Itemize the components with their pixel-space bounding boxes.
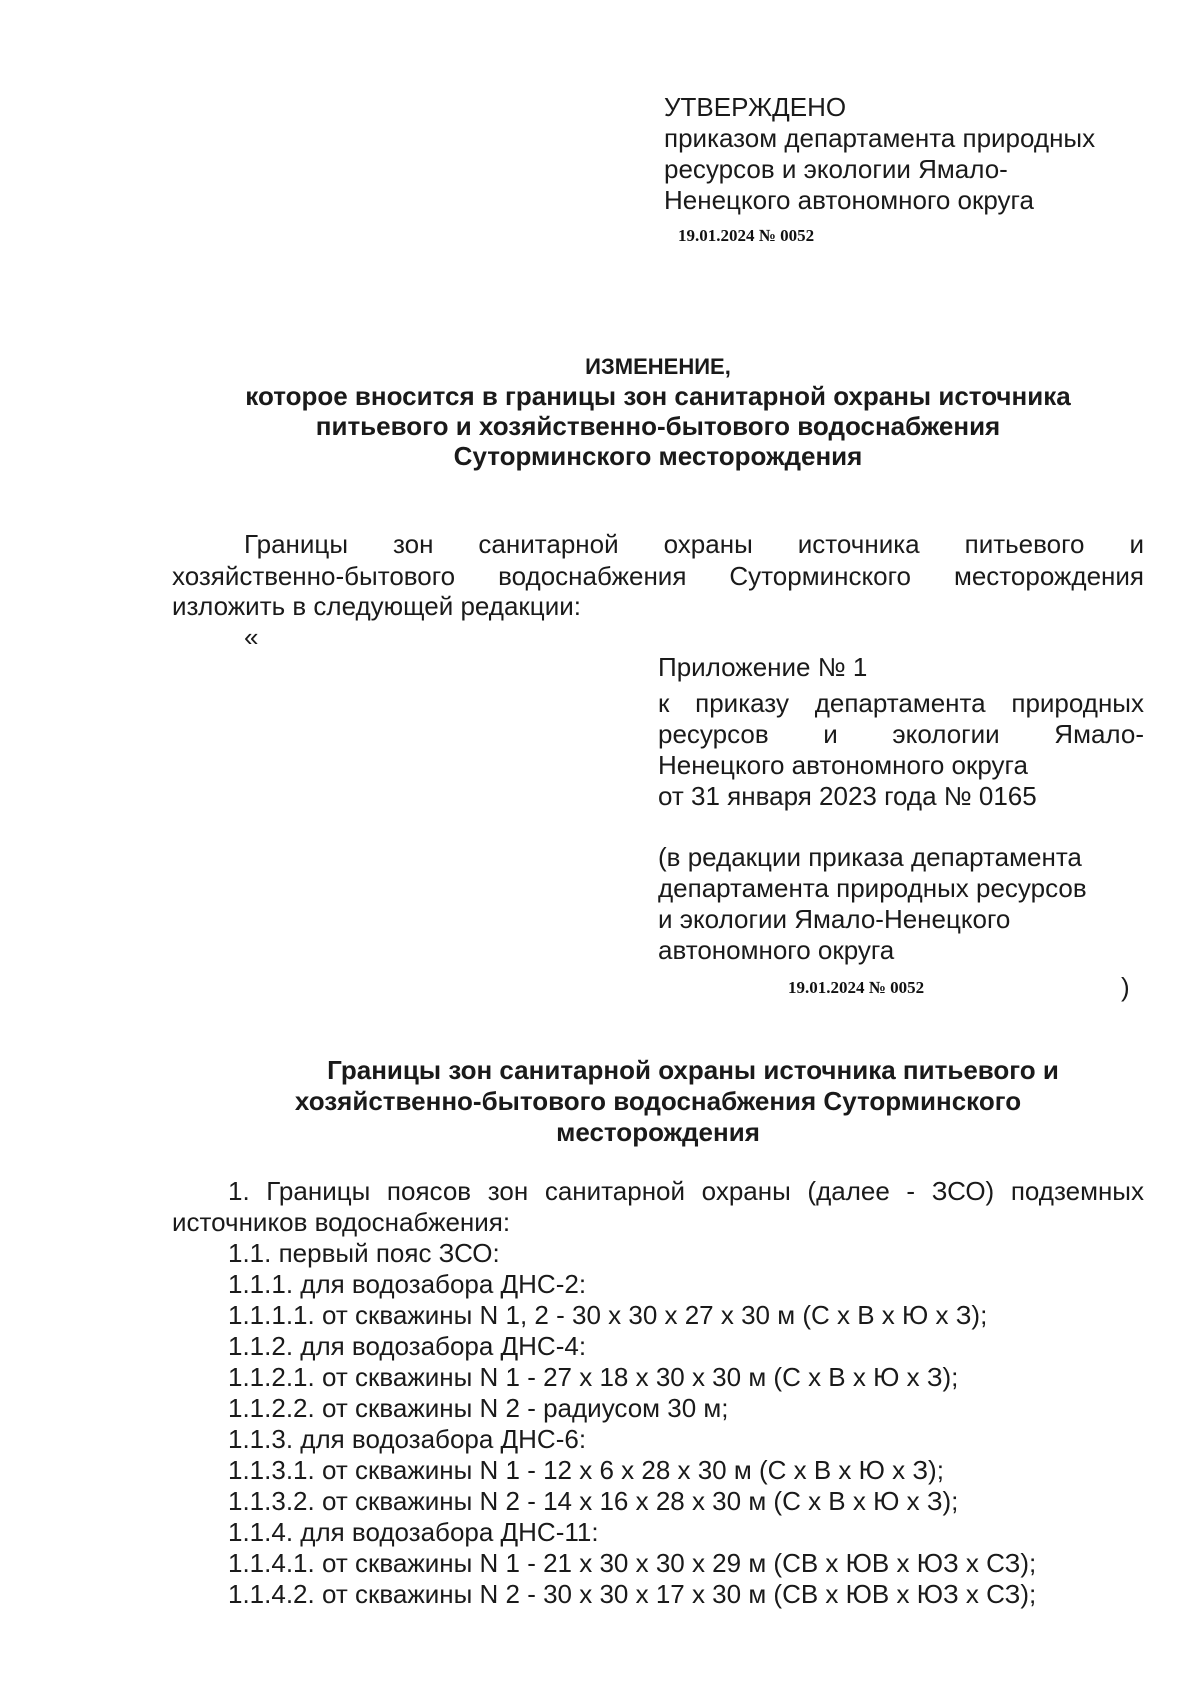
title-line: питьевого и хозяйственно-бытового водоснабжения	[315, 411, 1001, 441]
edition-date-stamp: 19.01.2024 № 0052	[788, 978, 925, 997]
list-item: 1.1.3. для водозабора ДНС-6:	[228, 1424, 587, 1454]
title-line: Суторминского месторождения	[453, 441, 863, 471]
title-line: которое вносится в границы зон санитарной охраны источника	[245, 381, 1071, 411]
approval-text-line: приказом департамента природных	[664, 123, 1096, 153]
list-item: 1.1.1. для водозабора ДНС-2:	[228, 1269, 587, 1299]
list-item: 1.1.2.1. от скважины N 1 - 27 x 18 x 30 x 30 м (С x В x Ю x З);	[228, 1362, 959, 1392]
appendix-line: ресурсов и экологии Ямало-	[658, 719, 1144, 749]
edition-note-line: автономного округа	[658, 935, 895, 965]
list-item: 1.1.3.2. от скважины N 2 - 14 x 16 x 28 x 30 м (С x В x Ю x З);	[228, 1486, 959, 1516]
edition-note-line: и экологии Ямало-Ненецкого	[658, 904, 1011, 934]
list-item: 1.1. первый пояс ЗСО:	[228, 1238, 500, 1268]
intro-line: Границы зон санитарной охраны источника питьевого и	[244, 529, 1144, 559]
edition-note-line: (в редакции приказа департамента	[658, 842, 1082, 872]
list-item: 1.1.1.1. от скважины N 1, 2 - 30 x 30 x 27 x 30 м (С x В x Ю x З);	[228, 1300, 988, 1330]
list-item: 1.1.2. для водозабора ДНС-4:	[228, 1331, 587, 1361]
list-item: 1.1.4.2. от скважины N 2 - 30 x 30 x 17 x 30 м (СВ x ЮВ x ЮЗ x СЗ);	[228, 1579, 1037, 1609]
appendix-line: от 31 января 2023 года № 0165	[658, 781, 1037, 811]
approval-date-stamp: 19.01.2024 № 0052	[678, 226, 815, 245]
title-heading: ИЗМЕНЕНИЕ,	[585, 354, 731, 379]
edition-note-line: департамента природных ресурсов	[658, 873, 1087, 903]
approval-heading: УТВЕРЖДЕНО	[664, 92, 847, 122]
approval-text-line: Ненецкого автономного округа	[664, 185, 1034, 215]
list-item: 1.1.3.1. от скважины N 1 - 12 x 6 x 28 x 30 м (С x В x Ю x З);	[228, 1455, 944, 1485]
opening-quote: «	[244, 622, 259, 652]
closing-paren: )	[1121, 972, 1130, 1002]
section-title-line: месторождения	[556, 1117, 760, 1147]
approval-text-line: ресурсов и экологии Ямало-	[664, 154, 1008, 184]
list-item: 1.1.2.2. от скважины N 2 - радиусом 30 м;	[228, 1393, 729, 1423]
intro-line: изложить в следующей редакции:	[172, 591, 581, 621]
list-item: 1.1.4.1. от скважины N 1 - 21 x 30 x 30 x 29 м (СВ x ЮВ x ЮЗ x СЗ);	[228, 1548, 1037, 1578]
list-item: 1.1.4. для водозабора ДНС-11:	[228, 1517, 599, 1547]
appendix-line: к приказу департамента природных	[658, 688, 1144, 718]
section-title-line: хозяйственно-бытового водоснабжения Суторминского	[294, 1086, 1022, 1116]
appendix-heading: Приложение № 1	[658, 652, 868, 682]
body-paragraph-line: 1. Границы поясов зон санитарной охраны (далее - ЗСО) подземных	[228, 1176, 1144, 1206]
intro-line: хозяйственно-бытового водоснабжения Суторминского месторождения	[172, 561, 1144, 591]
appendix-line: Ненецкого автономного округа	[658, 750, 1028, 780]
section-title-line: Границы зон санитарной охраны источника питьевого и	[327, 1055, 1059, 1085]
body-paragraph-line: источников водоснабжения:	[172, 1207, 511, 1237]
